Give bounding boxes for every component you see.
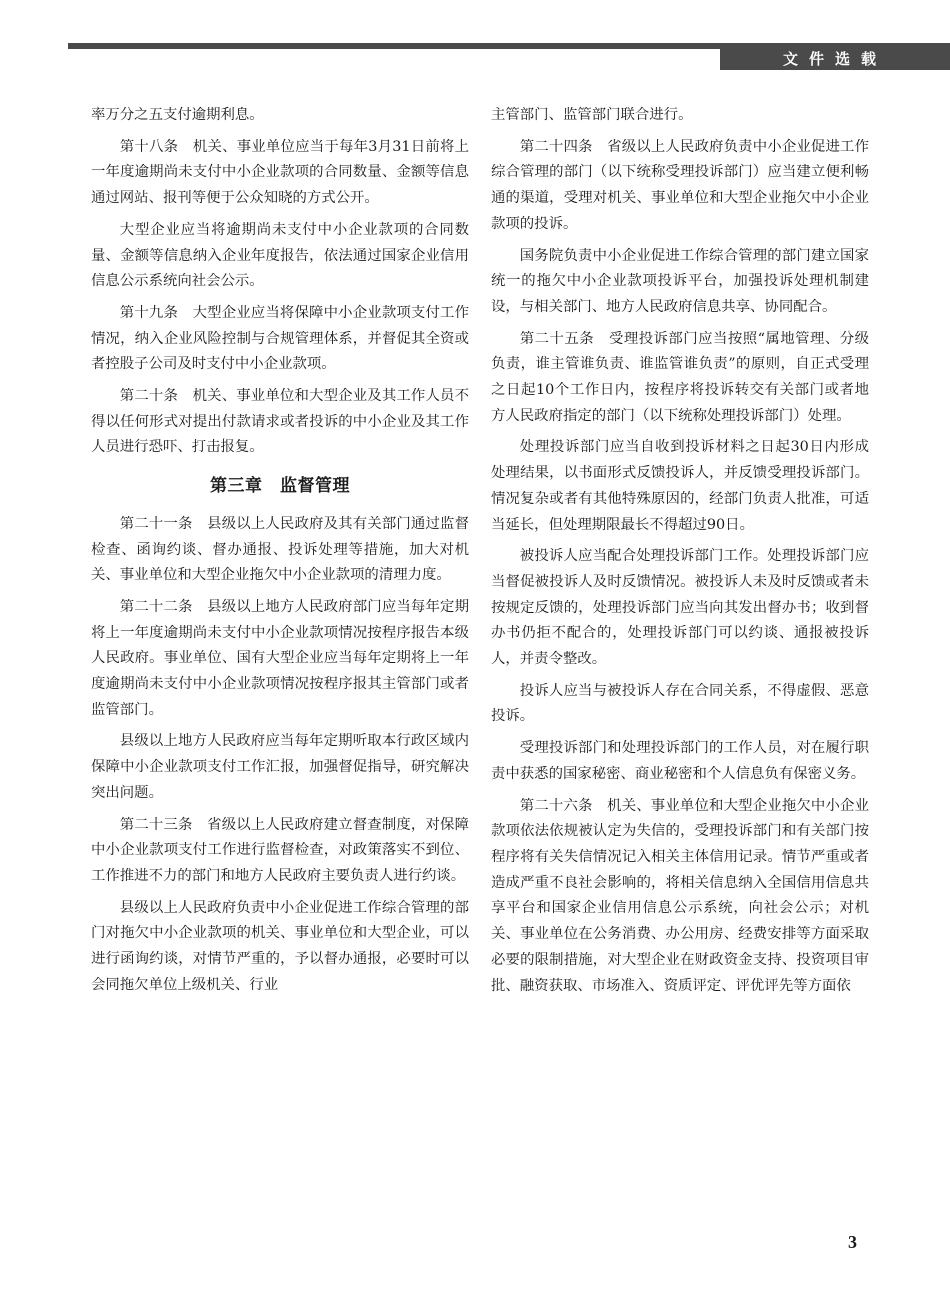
paragraph: 县级以上人民政府负责中小企业促进工作综合管理的部门对拖欠中小企业款项的机关、事业单位和大型企业，可以进行函询约谈，对情节严重的，予以督办通报，必要时可以会同拖欠单位上级机关、行业 <box>91 899 469 993</box>
paragraph: 投诉人应当与被投诉人存在合同关系，不得虚假、恶意投诉。 <box>491 682 869 725</box>
paragraph: 第十八条 机关、事业单位应当于每年3月31日前将上一年度逾期尚未支付中小企业款项的合同数量、金额等信息通过网站、报刊等便于公众知晓的方式公开。 <box>91 138 469 207</box>
paragraph: 第二十六条 机关、事业单位和大型企业拖欠中小企业款项依法依规被认定为失信的，受理投诉部门和有关部门按程序将有关失信情况记入相关主体信用记录。情节严重或者造成严重不良社会影响的，将相关信息纳入全国信用信息共享平台和国家企业信用信息公示系统，向社会公示；对机关、事业单位在公务消费、办公用房、经费安排等方面采取必要的限制措施，对大型企业在财政资金支持、投资项目审批、融资获取、市场准入、资质评定、评优评先等方面依 <box>491 797 869 994</box>
paragraph: 被投诉人应当配合处理投诉部门工作。处理投诉部门应当督促被投诉人及时反馈情况。被投诉人未及时反馈或者未按规定反馈的，处理投诉部门应当向其发出督办书；收到督办书仍拒不配合的，处理投诉部门可以约谈、通报被投诉人，并责令整改。 <box>491 548 869 668</box>
section-title: 文件选载 <box>720 49 950 70</box>
chapter-heading: 第三章 监督管理 <box>210 476 350 497</box>
paragraph: 第二十三条 省级以上人民政府建立督查制度，对保障中小企业款项支付工作进行监督检查，对政策落实不到位、工作推进不力的部门和地方人民政府主要负责人进行约谈。 <box>91 816 469 884</box>
paragraph: 主管部门、监管部门联合进行。 <box>491 107 693 123</box>
right-column <box>491 103 869 1005</box>
paragraph: 处理投诉部门应当自收到投诉材料之日起30日内形成处理结果，以书面形式反馈投诉人，并反馈受理投诉部门。情况复杂或者有其他特殊原因的，经部门负责人批准，可适当延长，但处理期限最长不得超过90日。 <box>491 439 869 533</box>
page-number: 3 <box>848 1232 857 1252</box>
paragraph: 第二十条 机关、事业单位和大型企业及其工作人员不得以任何形式对提出付款请求或者投诉的中小企业及其工作人员进行恐吓、打击报复。 <box>91 388 469 456</box>
paragraph: 国务院负责中小企业促进工作综合管理的部门建立国家统一的拖欠中小企业款项投诉平台，加强投诉处理机制建设，与相关部门、地方人民政府信息共享、协同配合。 <box>491 247 869 315</box>
paragraph: 率万分之五支付逾期利息。 <box>91 107 264 123</box>
paragraph: 县级以上地方人民政府应当每年定期听取本行政区域内保障中小企业款项支付工作汇报，加强督促指导，研究解决突出问题。 <box>91 733 469 801</box>
left-column <box>91 103 469 1005</box>
paragraph: 第十九条 大型企业应当将保障中小企业款项支付工作情况，纳入企业风险控制与合规管理体系，并督促其全资或者控股子公司及时支付中小企业款项。 <box>91 304 469 373</box>
paragraph: 受理投诉部门和处理投诉部门的工作人员，对在履行职责中获悉的国家秘密、商业秘密和个人信息负有保密义务。 <box>491 740 869 782</box>
paragraph: 第二十一条 县级以上人民政府及其有关部门通过监督检查、函询约谈、督办通报、投诉处理等措施，加大对机关、事业单位和大型企业拖欠中小企业款项的清理力度。 <box>91 515 469 584</box>
paragraph: 第二十四条 省级以上人民政府负责中小企业促进工作综合管理的部门（以下统称受理投诉部门）应当建立便利畅通的渠道，受理对机关、事业单位和大型企业拖欠中小企业款项的投诉。 <box>491 138 869 232</box>
paragraph: 第二十二条 县级以上地方人民政府部门应当每年定期将上一年度逾期尚未支付中小企业款项情况按程序报告本级人民政府。事业单位、国有大型企业应当每年定期将上一年度逾期尚未支付中小企业款项情况按程序报其主管部门或者监管部门。 <box>91 598 469 718</box>
paragraph: 大型企业应当将逾期尚未支付中小企业款项的合同数量、金额等信息纳入企业年度报告，依法通过国家企业信用信息公示系统向社会公示。 <box>91 221 469 290</box>
paragraph: 第二十五条 受理投诉部门应当按照“属地管理、分级负责，谁主管谁负责、谁监管谁负责”的原则，自正式受理之日起10个工作日内，按程序将投诉转交有关部门或者地方人民政府指定的部门（以下统称处理投诉部门）处理。 <box>491 330 869 424</box>
